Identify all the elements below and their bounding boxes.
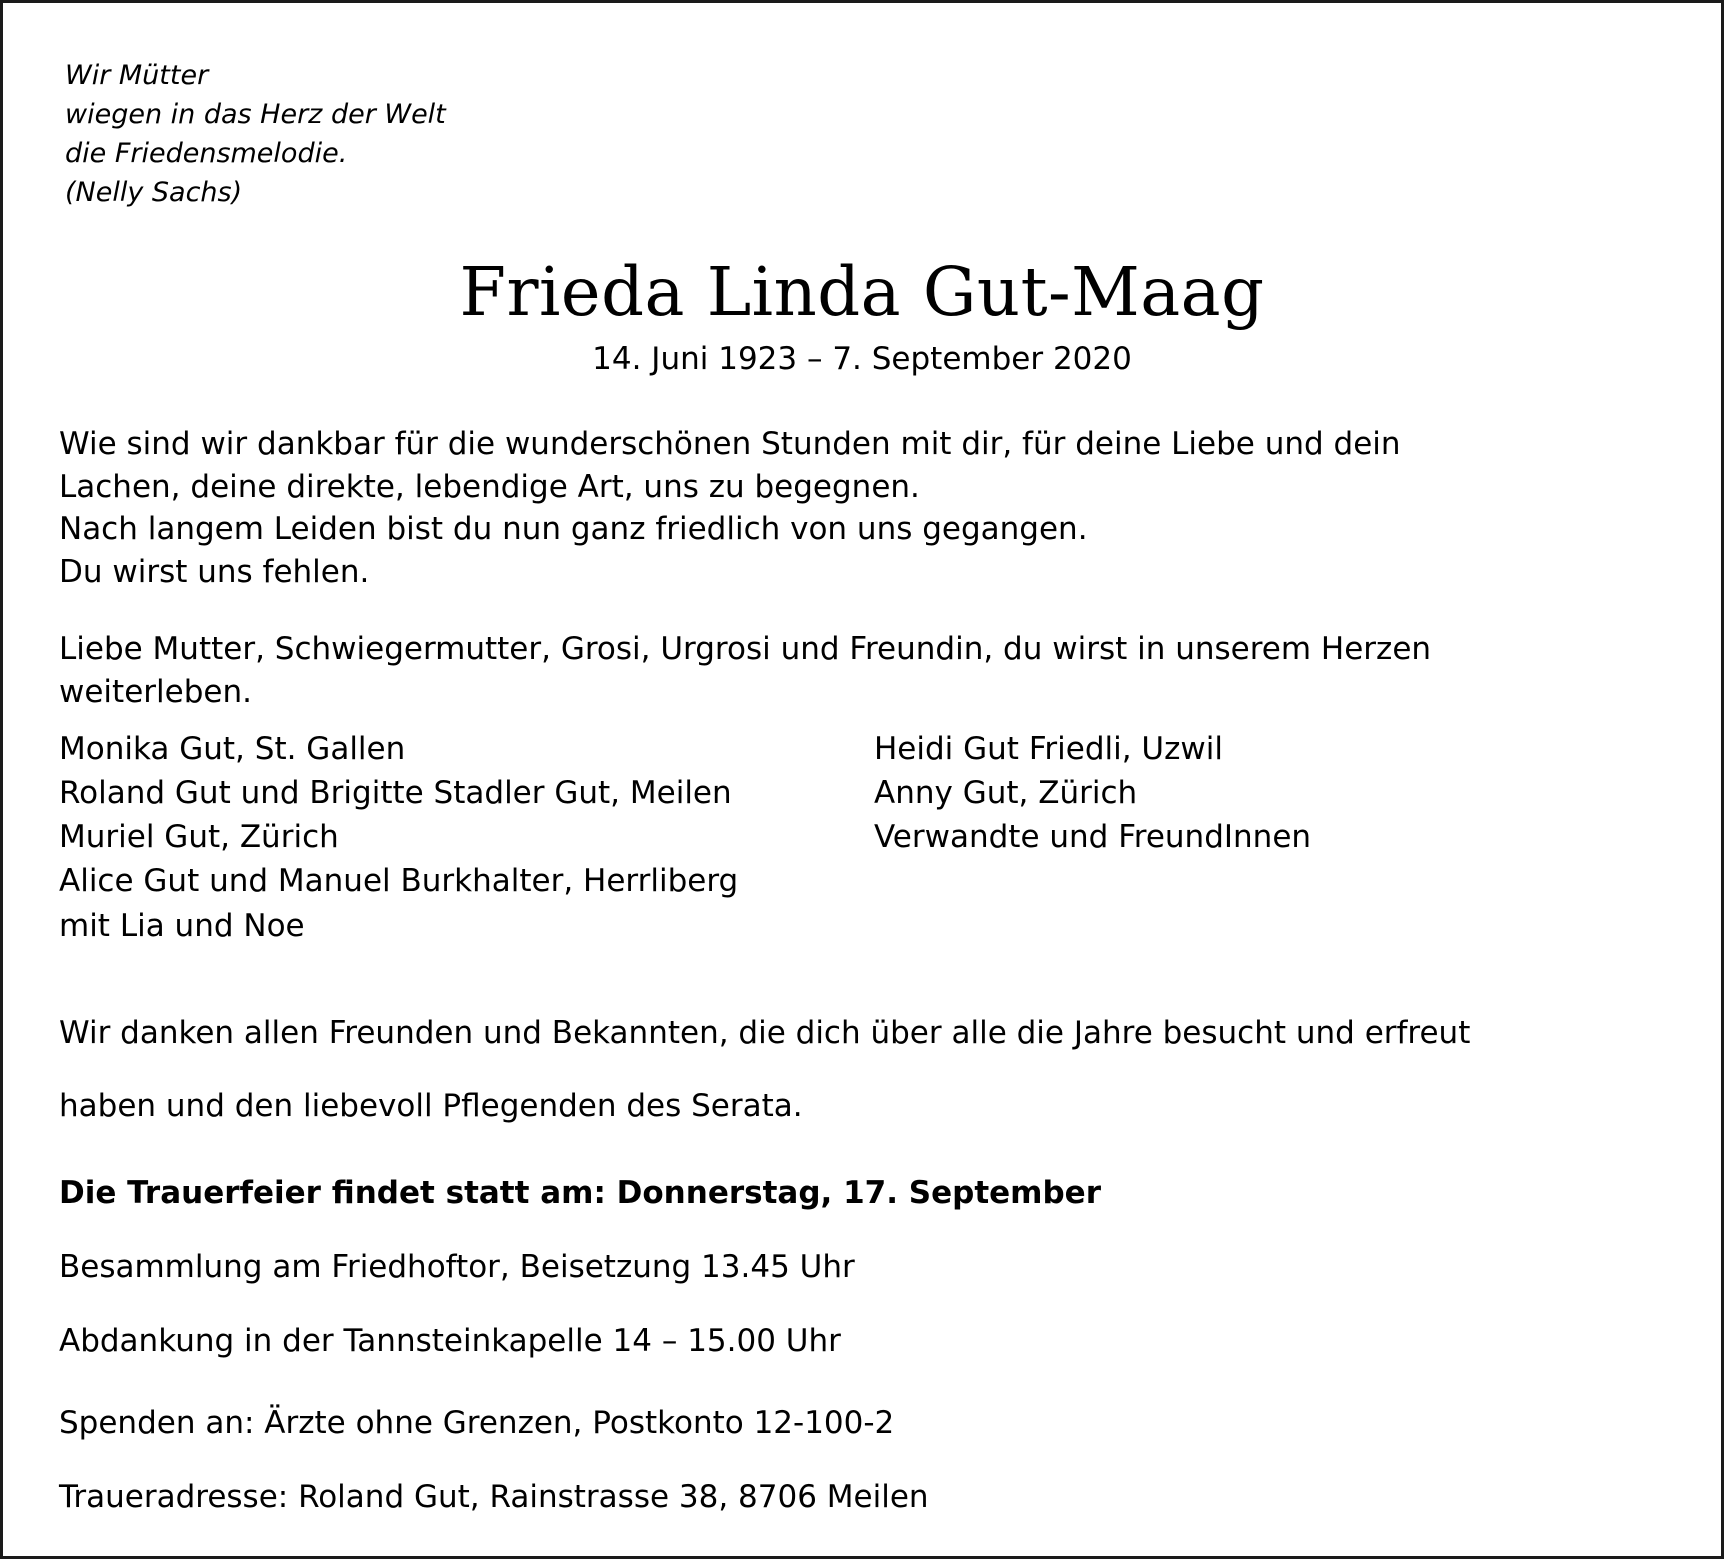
- survivor-entry: Monika Gut, St. Gallen: [59, 731, 406, 768]
- quote-author: (Nelly Sachs): [65, 176, 243, 208]
- survivor-entry: Heidi Gut Friedli, Uzwil: [874, 731, 1223, 768]
- epigraph-quote: [65, 57, 1665, 213]
- quote-line-1: Wir Mütter: [65, 60, 209, 91]
- deceased-dates: 14. Juni 1923 – 7. September 2020: [592, 340, 1132, 377]
- message-line-3: Nach langem Leiden bist du nun ganz friedlich von uns gegangen.: [59, 511, 1088, 548]
- thanks-paragraph: [59, 1012, 1665, 1129]
- message-line-1: Wie sind wir dankbar für die wunderschönen Stunden mit dir, für deine Liebe und dein: [59, 425, 1401, 462]
- ceremony-heading: Die Trauerfeier findet statt am: Donnerstag, 17. September: [59, 1175, 1101, 1212]
- paragraph-spacer: [59, 594, 1665, 628]
- donations-line: Spenden an: Ärzte ohne Grenzen, Postkonto 12-100-2: [59, 1405, 895, 1442]
- survivor-entry: mit Lia und Noe: [59, 907, 305, 944]
- message-line-4: Du wirst uns fehlen.: [59, 554, 370, 591]
- mourning-address-line: Traueradresse: Roland Gut, Rainstrasse 38, 8706 Meilen: [59, 1479, 929, 1516]
- thanks-line-2: haben und den liebevoll Pflegenden des Serata.: [59, 1088, 803, 1125]
- message-line-5: Liebe Mutter, Schwiegermutter, Grosi, Urgrosi und Freundin, du wirst in unserem Herzen: [59, 630, 1432, 667]
- ceremony-line-1: Besammlung am Friedhoftor, Beisetzung 13.45 Uhr: [59, 1248, 855, 1285]
- survivors-list: [59, 727, 1665, 947]
- survivor-entry: Roland Gut und Brigitte Stadler Gut, Meilen: [59, 775, 732, 812]
- survivor-entry: Verwandte und FreundInnen: [874, 819, 1312, 856]
- survivor-entry: Muriel Gut, Zürich: [59, 819, 339, 856]
- quote-line-2: wiegen in das Herz der Welt: [65, 98, 446, 130]
- footer-details: [59, 1402, 1665, 1519]
- quote-line-3: die Friedensmelodie.: [65, 137, 348, 169]
- survivor-entry: Alice Gut und Manuel Burkhalter, Herrliberg: [59, 863, 739, 900]
- survivors-column-right: [874, 727, 1665, 947]
- memorial-message: [59, 423, 1665, 714]
- deceased-name: Frieda Linda Gut-Maag: [459, 252, 1265, 331]
- message-line-2: Lachen, deine direkte, lebendige Art, uns zu begegnen.: [59, 468, 920, 505]
- survivors-column-left: [59, 727, 874, 947]
- ceremony-details: [59, 1172, 1665, 1362]
- thanks-line-1: Wir danken allen Freunden und Bekannten, die dich über alle die Jahre besucht und erfreut: [59, 1014, 1471, 1051]
- ceremony-line-2: Abdankung in der Tannsteinkapelle 14 – 15.00 Uhr: [59, 1322, 841, 1359]
- survivor-entry: Anny Gut, Zürich: [874, 775, 1138, 812]
- message-line-6: weiterleben.: [59, 673, 252, 710]
